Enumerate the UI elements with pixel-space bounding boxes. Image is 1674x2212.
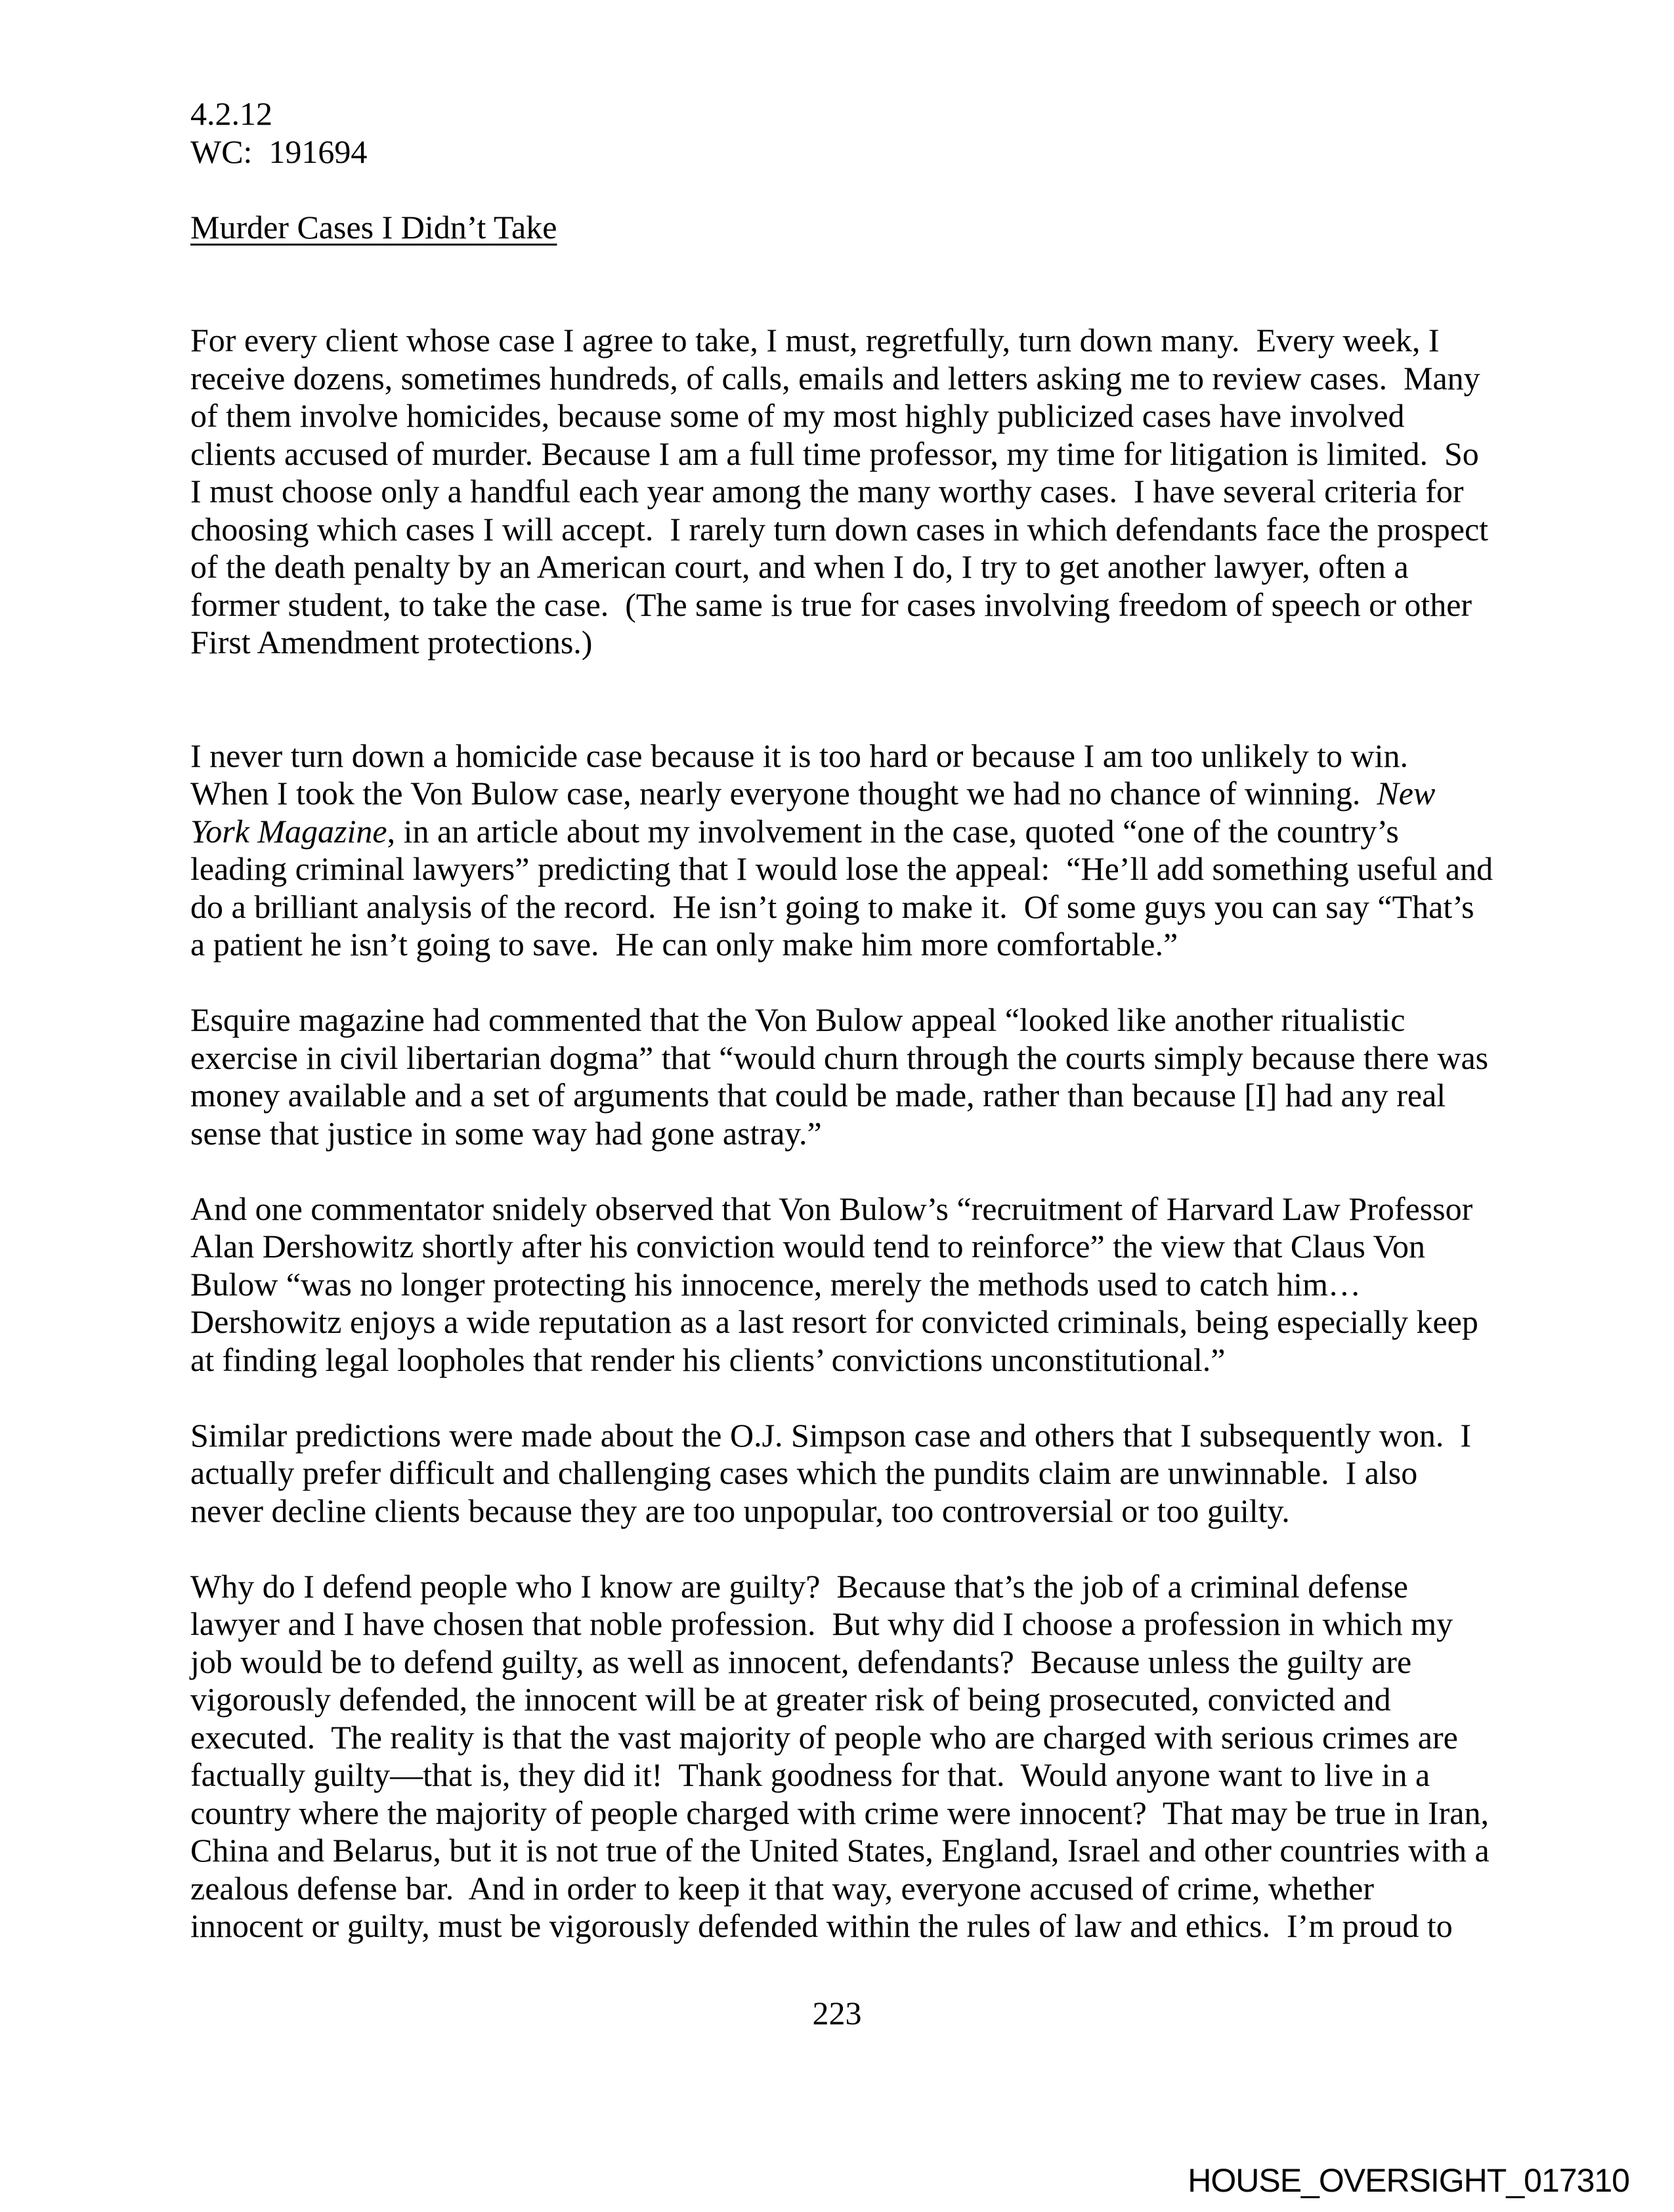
paragraph-similar-predictions: Similar predictions were made about the O.J. Simpson case and others that I subsequently won. I actually prefer difficult and challenging cases which the pundits claim are unwinnable. I also never decline clients because they are too unpopular, too controversial or too guilty.	[190, 1416, 1480, 1529]
paragraph-commentator: And one commentator snidely observed that Von Bulow’s “recruitment of Harvard Law Professor Alan Dershowitz shortly after his conviction would tend to reinforce” the view that Claus Von Bulow “was no longer protecting his innocence, merely the methods used to catch him…Dershowitz enjoys a wide reputation as a last resort for convicted criminals, being especially keep at finding legal loopholes that render his clients’ convictions unconstitutional.”	[190, 1190, 1487, 1378]
header-date: 4.2.12	[190, 95, 272, 132]
header-word-count: WC: 191694	[190, 133, 368, 170]
document-title: Murder Cases I Didn’t Take	[190, 208, 557, 246]
paragraph-esquire: Esquire magazine had commented that the Von Bulow appeal “looked like another ritualistic exercise in civil libertarian dogma” that “would churn through the courts simply because there was money available and a set of arguments that could be made, rather than because [I] had any real sense that justice in some way had gone astray.”	[190, 1001, 1497, 1152]
document-body	[190, 95, 1501, 1945]
page-number: 223	[812, 1995, 862, 2031]
paragraph-text-post: , in an article about my involvement in the case, quoted “one of the country’s leading criminal lawyers” predicting that I would lose the appeal: “He’ll add something useful and do a brilliant analysis of the record. He isn’t going to make it. Of some guys you can say “That’s a patient he isn’t going to save. He can only make him more comfortable.”	[190, 812, 1501, 963]
paragraph-text-pre: I never turn down a homicide case because it is too hard or because I am too unlikely to win. When I took the Von Bulow case, nearly everyone thought we had no chance of winning.	[190, 737, 1425, 812]
paragraph-intro: For every client whose case I agree to take, I must, regretfully, turn down many. Every week, I receive dozens, sometimes hundreds, of calls, emails and letters asking me to review cases. Many of them involve homicides, because some of my most highly publicized cases have involved clients accused of murder. Because I am a full time professor, my time for litigation is limited. So I must choose only a handful each year among the many worthy cases. I have several criteria for choosing which cases I will accept. I rarely turn down cases in which defendants face the prospect of the death penalty by an American court, and when I do, I try to get another lawyer, often a former student, to take the case. (The same is true for cases involving freedom of speech or other First Amendment protections.)	[190, 322, 1497, 661]
magazine-name-italic: New York Magazine	[190, 775, 1444, 850]
bates-number-stamp: HOUSE_OVERSIGHT_017310	[1188, 2162, 1629, 2199]
paragraph-von-bulow	[190, 737, 1501, 964]
paragraph-why-defend: Why do I defend people who I know are guilty? Because that’s the job of a criminal defense lawyer and I have chosen that noble profession. But why did I choose a profession in which my job would be to defend guilty, as well as innocent, defendants? Because unless the guilty are vigorously defended, the innocent will be at greater risk of being prosecuted, convicted and executed. The reality is that the vast majority of people who are charged with serious crimes are factually guilty—that is, they did it! Thank goodness for that. Would anyone want to live in a country where the majority of people charged with crime were innocent? That may be true in Iran, China and Belarus, but it is not true of the United States, England, Israel and other countries with a zealous defense bar. And in order to keep it that way, everyone accused of crime, whether innocent or guilty, must be vigorously defended within the rules of law and ethics. I’m proud to	[190, 1567, 1498, 1944]
